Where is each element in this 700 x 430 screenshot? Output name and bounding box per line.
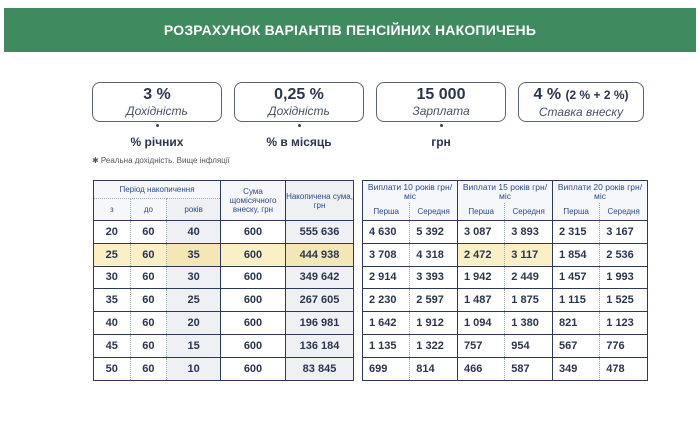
first-header: Перша [457,203,504,221]
table-cell: 3 893 [505,221,553,244]
table-cell: 1 094 [457,312,504,335]
card-label: Дохідність [268,104,330,118]
period-header: Період накопичення [94,181,221,199]
table-cell: 50 [94,357,131,380]
table-cell: 1 854 [552,243,599,266]
table-cell: 567 [552,334,599,357]
table-cell: 2 536 [600,243,648,266]
table-cell: 20 [94,221,131,244]
table-cell: 3 708 [363,243,410,266]
table-cell: 349 642 [286,266,354,289]
table-cell: 136 184 [286,334,354,357]
table-cell: 349 [552,357,599,380]
unit-label: % в місяць [266,135,332,149]
to-header: до [130,199,167,221]
table-cell: 2 315 [552,221,599,244]
table-cell: 45 [94,334,131,357]
table-cell: 600 [221,334,286,357]
payout-20-header: Виплати 20 років грн/міс [552,181,647,203]
table-cell: 5 392 [410,221,458,244]
table-cell: 1 135 [363,334,410,357]
years-header: років [167,199,221,221]
card-label: Зарплата [412,104,470,118]
table-cell: 83 845 [286,357,354,380]
accumulated-header: Накопичена сума, грн [286,181,354,221]
table-row [94,221,354,244]
table-cell: 1 380 [505,312,553,335]
connector-dot [440,124,443,127]
table-cell: 60 [130,357,167,380]
table-cell: 35 [94,289,131,312]
from-header: з [94,199,131,221]
table-row [363,312,648,335]
table-cell: 699 [363,357,410,380]
table-cell: 1 875 [505,289,553,312]
table-row [363,289,648,312]
table-cell: 1 912 [410,312,458,335]
unit-label: грн [431,135,451,149]
table-cell: 821 [552,312,599,335]
accumulation-table [93,180,354,381]
table-cell: 4 630 [363,221,410,244]
average-header: Середня [505,203,553,221]
table-cell: 1 642 [363,312,410,335]
table-cell: 2 597 [410,289,458,312]
table-cell: 466 [457,357,504,380]
table-cell: 3 393 [410,266,458,289]
table-cell: 60 [130,312,167,335]
card-value: 4 % [533,86,562,103]
table-cell: 30 [167,266,221,289]
unit-label: % річних [130,135,184,149]
table-cell: 1 322 [410,334,458,357]
card-value: 0,25 % [274,86,324,103]
table-cell: 35 [167,243,221,266]
table-cell: 600 [221,221,286,244]
card-label: Ставка внеску [538,105,624,119]
average-header: Середня [600,203,648,221]
table-cell: 1 123 [600,312,648,335]
table-cell: 4 318 [410,243,458,266]
connector-dot [156,124,159,127]
card-value-extra: (2 % + 2 %) [565,88,629,102]
table-cell: 600 [221,266,286,289]
first-header: Перша [552,203,599,221]
table-cell: 954 [505,334,553,357]
table-cell: 40 [167,221,221,244]
table-cell: 1 487 [457,289,504,312]
table-cell: 60 [130,289,167,312]
table-cell: 25 [167,289,221,312]
table-cell: 587 [505,357,553,380]
table-cell: 1 457 [552,266,599,289]
contribution-header: Сума щомісячного внеску, грн [221,181,286,221]
table-cell: 2 914 [363,266,410,289]
table-cell: 25 [94,243,131,266]
table-cell: 478 [600,357,648,380]
card-label: Дохідність [126,104,188,118]
table-cell: 60 [130,334,167,357]
payout-10-header: Виплати 10 років грн/міс [363,181,458,203]
table-cell: 600 [221,289,286,312]
table-cell: 600 [221,312,286,335]
table-cell: 1 942 [457,266,504,289]
connector-dot [298,124,301,127]
table-cell: 1 993 [600,266,648,289]
table-cell: 60 [130,221,167,244]
table-cell: 196 981 [286,312,354,335]
table-cell: 2 230 [363,289,410,312]
table-cell: 757 [457,334,504,357]
table-cell: 15 [167,334,221,357]
table-cell: 30 [94,266,131,289]
table-row [363,243,648,266]
payouts-table [362,180,648,381]
table-row [363,221,648,244]
table-cell: 600 [221,357,286,380]
card-value: 3 % [143,86,171,103]
table-cell: 2 472 [457,243,504,266]
table-row [94,266,354,289]
table-cell: 10 [167,357,221,380]
table-cell: 3 087 [457,221,504,244]
table-cell: 444 938 [286,243,354,266]
table-cell: 60 [130,243,167,266]
table-row [94,243,354,266]
table-row [363,334,648,357]
table-cell: 60 [130,266,167,289]
table-cell: 1 115 [552,289,599,312]
table-cell: 555 636 [286,221,354,244]
table-cell: 814 [410,357,458,380]
table-row [94,289,354,312]
table-row [94,357,354,380]
table-cell: 40 [94,312,131,335]
title-banner: РОЗРАХУНОК ВАРІАНТІВ ПЕНСІЙНИХ НАКОПИЧЕНЬ [4,8,696,52]
card-salary [376,82,506,122]
table-row [94,334,354,357]
average-header: Середня [410,203,458,221]
table-row [363,357,648,380]
payout-15-header: Виплати 15 років грн/міс [457,181,552,203]
footnote: ✱ Реальна дохідність. Вище інфляції [92,156,230,165]
table-cell: 20 [167,312,221,335]
card-monthly-yield [234,82,364,122]
table-cell: 267 605 [286,289,354,312]
first-header: Перша [363,203,410,221]
table-row [363,266,648,289]
table-cell: 1 525 [600,289,648,312]
card-value: 15 000 [416,86,466,103]
card-annual-yield [92,82,222,122]
table-cell: 3 117 [505,243,553,266]
table-cell: 2 449 [505,266,553,289]
table-cell: 600 [221,243,286,266]
table-cell: 776 [600,334,648,357]
table-row [94,312,354,335]
table-cell: 3 167 [600,221,648,244]
card-contribution-rate [518,82,644,122]
